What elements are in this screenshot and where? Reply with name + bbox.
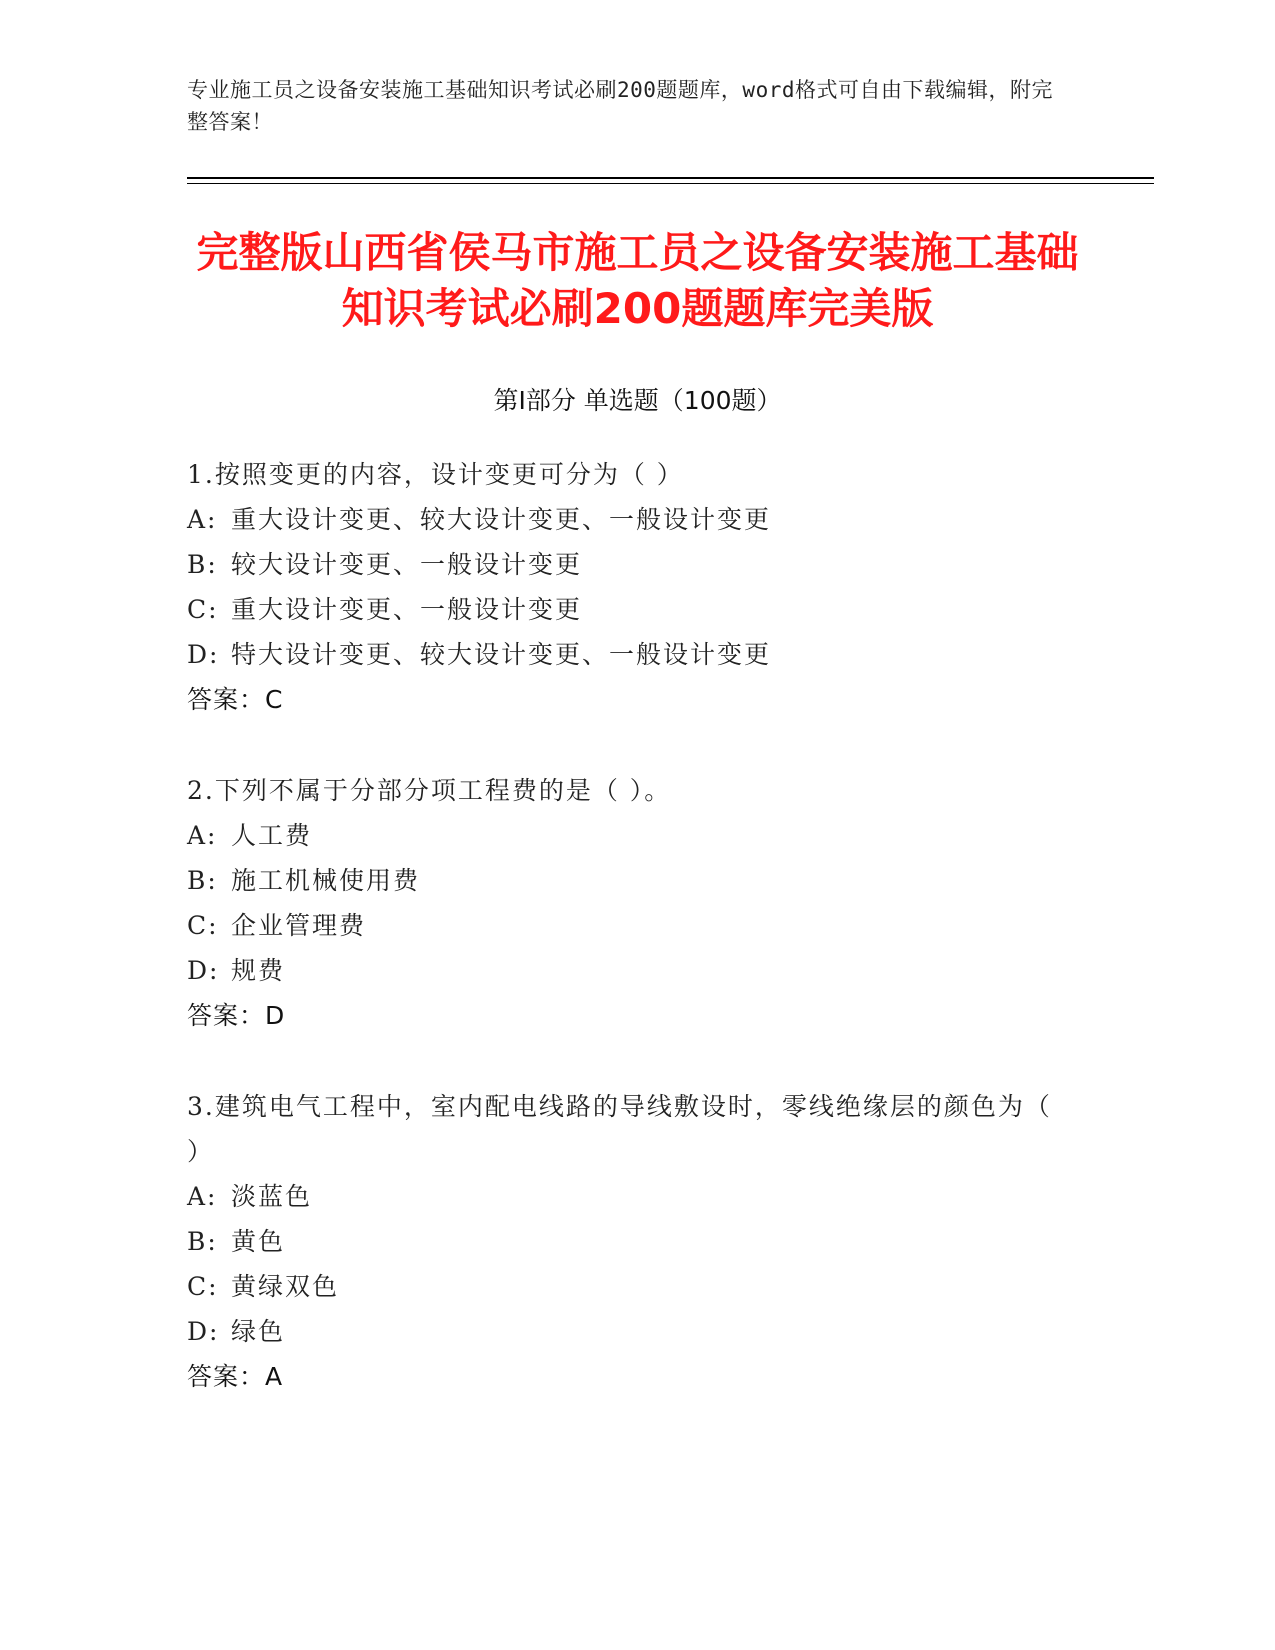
option-a xyxy=(187,813,1067,858)
option-b xyxy=(187,858,1067,903)
option-text: 企业管理费 xyxy=(231,911,367,940)
option-key: B: xyxy=(187,1227,218,1256)
option-key: C: xyxy=(187,911,219,940)
option-key: A: xyxy=(187,821,218,850)
option-text: 较大设计变更、一般设计变更 xyxy=(231,550,583,579)
option-text: 重大设计变更、较大设计变更、一般设计变更 xyxy=(231,505,772,534)
question-3 xyxy=(187,1084,1067,1399)
option-key: D: xyxy=(187,956,220,985)
option-key: D: xyxy=(187,640,220,669)
option-c xyxy=(187,903,1067,948)
option-text: 绿色 xyxy=(231,1317,286,1346)
option-b xyxy=(187,542,1067,587)
option-key: A: xyxy=(187,1182,218,1211)
answer: 答案：A xyxy=(187,1362,284,1391)
header-divider-thick xyxy=(187,177,1154,179)
option-text: 规费 xyxy=(231,956,286,985)
option-d xyxy=(187,632,1067,677)
option-key: B: xyxy=(187,866,218,895)
option-key: C: xyxy=(187,595,219,624)
option-text: 重大设计变更、一般设计变更 xyxy=(231,595,583,624)
option-key: D: xyxy=(187,1317,220,1346)
header-note: 专业施工员之设备安装施工基础知识考试必刷200题题库，word格式可自由下载编辑，附完整答案！ xyxy=(187,78,1053,134)
question-stem: 1.按照变更的内容，设计变更可分为（ ） xyxy=(187,460,684,489)
option-d xyxy=(187,1309,1067,1354)
question-2 xyxy=(187,768,1067,1038)
option-key: A: xyxy=(187,505,218,534)
document-title: 完整版山西省侯马市施工员之设备安装施工基础知识考试必刷200题题库完美版 xyxy=(196,228,1079,333)
section-title: 第Ⅰ部分 单选题（100题） xyxy=(493,386,782,415)
option-c xyxy=(187,1264,1067,1309)
header-divider-thin xyxy=(187,183,1154,184)
option-text: 人工费 xyxy=(231,821,313,850)
answer: 答案：D xyxy=(187,1001,286,1030)
option-a xyxy=(187,1174,1067,1219)
option-text: 淡蓝色 xyxy=(231,1182,313,1211)
question-stem: 2.下列不属于分部分项工程费的是（ ）。 xyxy=(187,776,672,805)
option-c xyxy=(187,587,1067,632)
question-stem: 3.建筑电气工程中，室内配电线路的导线敷设时，零线绝缘层的颜色为（ ） xyxy=(187,1092,1052,1166)
option-key: B: xyxy=(187,550,218,579)
option-a xyxy=(187,497,1067,542)
option-text: 黄色 xyxy=(231,1227,286,1256)
answer: 答案：C xyxy=(187,685,284,714)
option-text: 黄绿双色 xyxy=(231,1272,340,1301)
question-1 xyxy=(187,452,1067,722)
option-text: 特大设计变更、较大设计变更、一般设计变更 xyxy=(231,640,772,669)
option-d xyxy=(187,948,1067,993)
option-key: C: xyxy=(187,1272,219,1301)
option-b xyxy=(187,1219,1067,1264)
option-text: 施工机械使用费 xyxy=(231,866,421,895)
